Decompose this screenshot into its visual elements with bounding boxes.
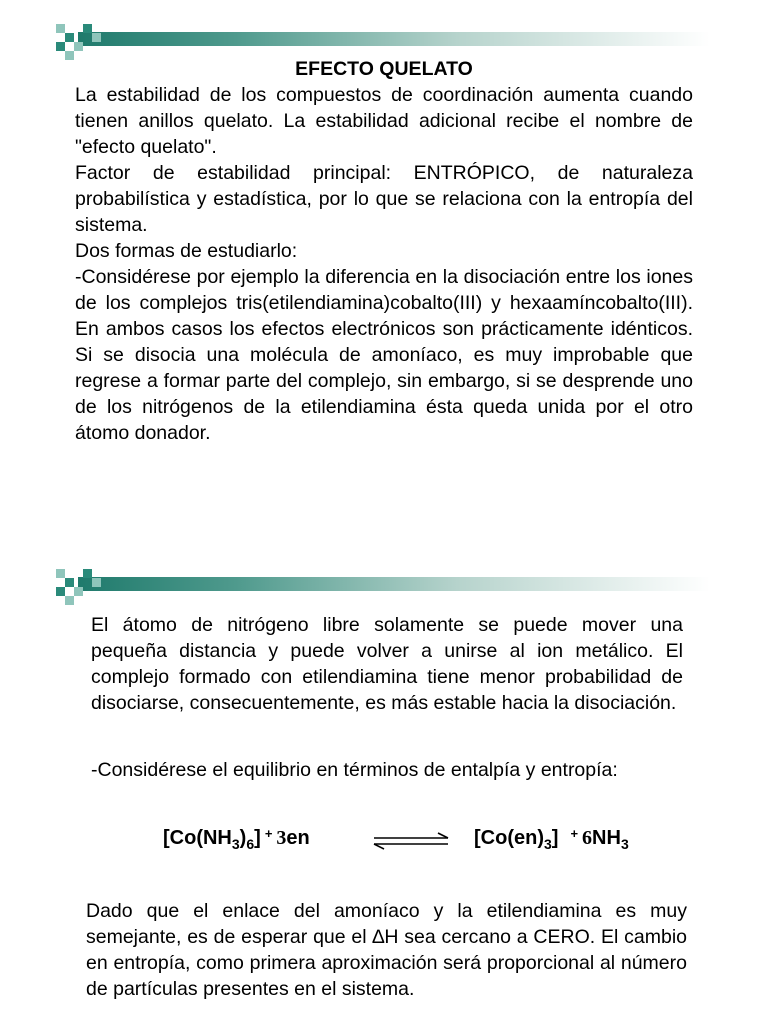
- equation-plus: +: [570, 826, 579, 841]
- equation-bracket: ]: [254, 827, 261, 849]
- decor-square: [65, 596, 74, 605]
- decor-square: [92, 33, 101, 42]
- paragraph-2: Factor de estabilidad principal: ENTRÓPICO, de naturaleza probabilística y estadística, por lo que se relaciona con la entropía del sistema.: [75, 162, 693, 236]
- equation-ligand: NH: [592, 827, 621, 849]
- header-banner-2: [56, 569, 710, 599]
- gradient-bar: [78, 577, 710, 591]
- gradient-bar: [78, 32, 710, 46]
- paragraph-4: -Considérese por ejemplo la diferencia en la disociación entre los iones de los complejos tris(etilendiamina)cobalto(III) y hexaamíncobalto(III). En ambos casos los efectos electrónicos son prácticamente idénticos. Si se disocia una molécula de amoníaco, es muy improbable que regrese a formar parte del complejo, sin embargo, si se desprende uno de los nitrógenos de la etilendiamina ésta queda unida por el otro átomo donador.: [75, 266, 693, 444]
- equation-paren: ): [239, 827, 247, 849]
- decor-square: [74, 42, 83, 51]
- equation-subscript: 3: [231, 836, 240, 852]
- paragraph-1: La estabilidad de los compuestos de coordinación aumenta cuando tienen anillos quelato. La estabilidad adicional recibe el nombre de "efecto quelato".: [75, 84, 693, 158]
- paragraph-closing: Dado que el enlace del amoníaco y la etilendiamina es muy semejante, es de esperar que el ∆H sea cercano a CERO. El cambio en entropía, como primera aproximación será proporcional al número de partículas presentes en el sistema.: [86, 900, 687, 1000]
- decor-square: [83, 569, 92, 578]
- equation-right-complex: [Co(en): [474, 827, 544, 849]
- header-banner-1: [56, 24, 710, 54]
- equation-coefficient: 3: [276, 827, 287, 849]
- equation-coefficient: 6: [582, 827, 593, 849]
- equation-left: [163, 826, 310, 852]
- paragraph-6: -Considérese el equilibrio en términos de entalpía y entropía:: [91, 759, 618, 781]
- page-title: EFECTO QUELATO: [295, 58, 473, 80]
- decor-square: [56, 24, 65, 33]
- decor-square: [83, 24, 92, 33]
- equation-plus: +: [264, 826, 273, 841]
- paragraph-3: Dos formas de estudiarlo:: [75, 240, 298, 262]
- equation-ligand: en: [286, 827, 310, 849]
- decor-square: [65, 578, 74, 587]
- decor-square: [56, 42, 65, 51]
- equation-bracket: ]: [551, 827, 559, 849]
- paragraph-5: El átomo de nitrógeno libre solamente se puede mover una pequeña distancia y puede volver a unirse al ion metálico. El complejo formado con etilendiamina tiene menor probabilidad de disociarse, consecuentemente, es más estable hacia la disociación.: [91, 614, 683, 714]
- equilibrium-arrows-icon: [372, 832, 450, 850]
- equation-subscript: 3: [543, 836, 552, 852]
- equation-subscript: 6: [246, 836, 255, 852]
- decor-square: [74, 587, 83, 596]
- equation-subscript: 3: [620, 836, 629, 852]
- equation-right: [474, 826, 629, 852]
- decor-square: [92, 578, 101, 587]
- decor-square: [56, 587, 65, 596]
- decor-square: [56, 569, 65, 578]
- decor-square: [65, 33, 74, 42]
- equation-left-complex: [Co(NH: [163, 827, 232, 849]
